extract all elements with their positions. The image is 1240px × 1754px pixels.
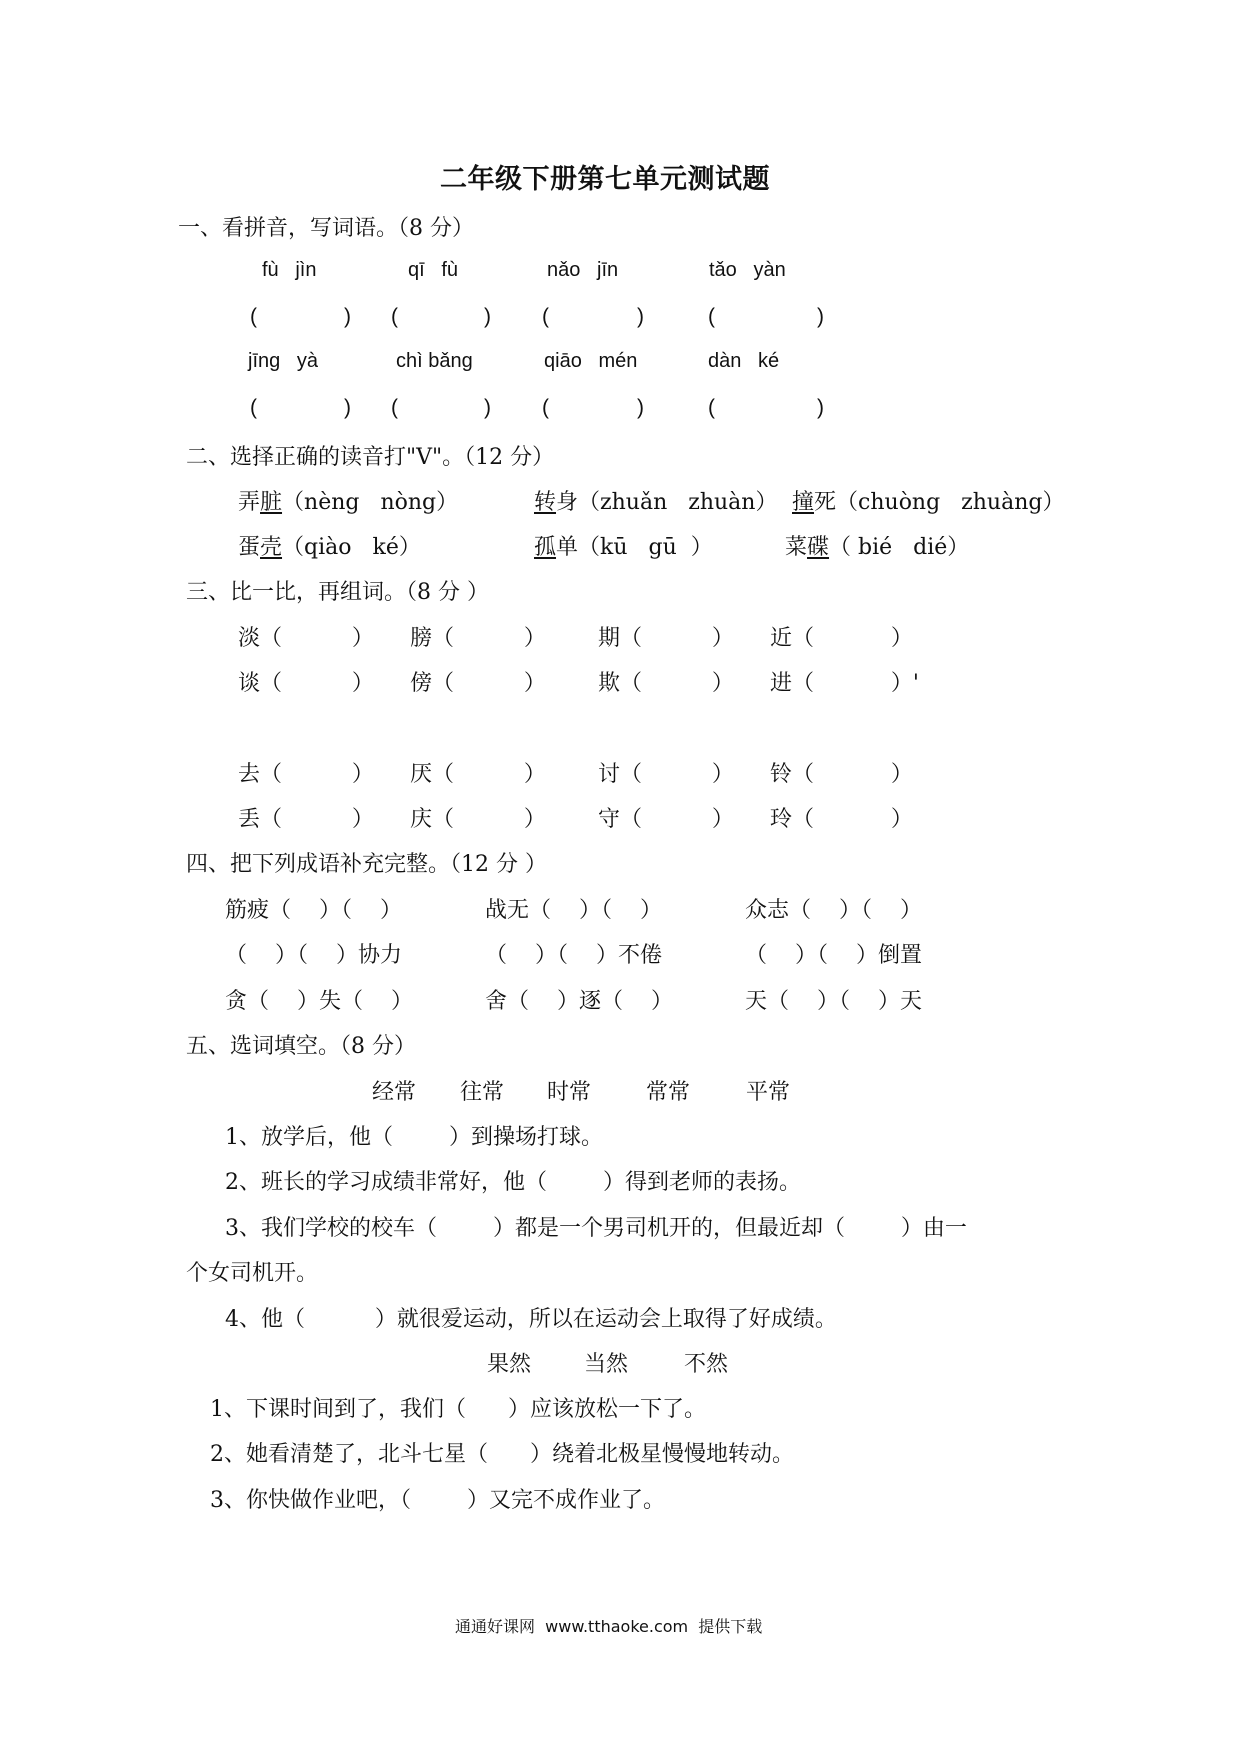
answer-paren-close: ) [637, 305, 644, 328]
answer-paren-open: ( [391, 305, 398, 328]
section-3-heading: 三、比一比，再组词。（8 分 ） [186, 580, 489, 605]
section-1-heading: 一、看拼音，写词语。（8 分） [178, 216, 474, 241]
answer-paren-close: ) [344, 396, 351, 419]
answer-paren-close: ) [817, 305, 824, 328]
page-title: 二年级下册第七单元测试题 [440, 164, 770, 195]
reading-item: 蛋壳（qiào ké） [238, 535, 421, 560]
compare-item: 傍（ ） [410, 671, 546, 696]
answer-paren-close: ) [484, 305, 491, 328]
compare-item: 欺（ ） [598, 671, 734, 696]
idiom-item: 筋疲（ ）（ ） [225, 898, 402, 923]
word-choice: 时常 [547, 1080, 592, 1105]
section-2-heading: 二、选择正确的读音打"V"。（12 分） [186, 445, 555, 470]
idiom-item: 战无（ ）（ ） [485, 898, 662, 923]
answer-paren-open: ( [708, 396, 715, 419]
answer-paren-open: ( [391, 396, 398, 419]
pinyin-item: qī fù [408, 259, 459, 281]
answer-paren-open: ( [542, 305, 549, 328]
pinyin-item: qiāo mén [544, 350, 638, 372]
compare-item: 进（ ）' [770, 671, 919, 696]
pinyin-item: nǎo jīn [547, 259, 619, 281]
answer-paren-close: ) [817, 396, 824, 419]
compare-item: 玲（ ） [770, 807, 913, 832]
section-5-heading: 五、选词填空。（8 分） [186, 1034, 416, 1059]
pinyin-item: jīng yà [248, 350, 319, 372]
idiom-item: 贪（ ）失（ ） [225, 989, 413, 1014]
compare-item: 厌（ ） [410, 762, 546, 787]
fill-question: 3、我们学校的校车（ ）都是一个男司机开的，但最近却（ ）由一 [225, 1216, 967, 1241]
fill-question: 2、班长的学习成绩非常好，他（ ）得到老师的表扬。 [225, 1170, 801, 1195]
idiom-item: 天（ ）（ ）天 [745, 989, 922, 1014]
pinyin-item: dàn ké [708, 350, 780, 372]
fill-question: 1、下课时间到了，我们（ ）应该放松一下了。 [210, 1397, 706, 1422]
compare-item: 铃（ ） [770, 762, 913, 787]
compare-item: 近（ ） [770, 626, 913, 651]
fill-question: 4、他（ ）就很爱运动，所以在运动会上取得了好成绩。 [225, 1307, 837, 1332]
fill-question: 1、放学后，他（ ）到操场打球。 [225, 1125, 603, 1150]
idiom-item: 众志（ ）（ ） [745, 898, 922, 923]
answer-paren-open: ( [708, 305, 715, 328]
answer-paren-close: ) [484, 396, 491, 419]
pinyin-item: tǎo yàn [709, 259, 786, 281]
answer-paren-open: ( [542, 396, 549, 419]
answer-paren-close: ) [637, 396, 644, 419]
compare-item: 淡（ ） [238, 626, 374, 651]
reading-item: 菜碟（ bié dié） [785, 535, 970, 560]
fill-question: 2、她看清楚了，北斗七星（ ）绕着北极星慢慢地转动。 [210, 1442, 794, 1467]
answer-paren-open: ( [250, 396, 257, 419]
compare-item: 守（ ） [598, 807, 734, 832]
word-choice: 果然 [487, 1352, 532, 1377]
pinyin-item: fù jìn [262, 259, 317, 281]
word-choice: 不然 [684, 1352, 729, 1377]
idiom-item: 舍（ ）逐（ ） [485, 989, 673, 1014]
word-choice: 平常 [746, 1080, 791, 1105]
compare-item: 庆（ ） [410, 807, 546, 832]
page-footer: 通通好课网 www.tthaoke.com 提供下载 [455, 1617, 763, 1636]
idiom-item: （ ）（ ）协力 [225, 943, 402, 968]
compare-item: 丢（ ） [238, 807, 374, 832]
compare-item: 讨（ ） [598, 762, 734, 787]
section-4-heading: 四、把下列成语补充完整。（12 分 ） [186, 852, 547, 877]
compare-item: 膀（ ） [410, 626, 546, 651]
idiom-item: （ ）（ ）不倦 [485, 943, 662, 968]
word-choice: 往常 [460, 1080, 505, 1105]
word-choice: 常常 [646, 1080, 691, 1105]
idiom-item: （ ）（ ）倒置 [745, 943, 922, 968]
answer-paren-open: ( [250, 305, 257, 328]
reading-item: 弄脏（nèng nòng） [238, 490, 459, 515]
answer-paren-close: ) [344, 305, 351, 328]
pinyin-item: chì bǎng [396, 350, 473, 372]
reading-item: 撞死（chuòng zhuàng） [792, 490, 1065, 515]
compare-item: 谈（ ） [238, 671, 374, 696]
reading-item: 孤单（kū gū ） [534, 535, 713, 560]
fill-question-continued: 个女司机开。 [186, 1261, 319, 1286]
compare-item: 去（ ） [238, 762, 374, 787]
word-choice: 当然 [584, 1352, 629, 1377]
compare-item: 期（ ） [598, 626, 734, 651]
fill-question: 3、你快做作业吧，（ ）又完不成作业了。 [210, 1488, 665, 1513]
reading-item: 转身（zhuǎn zhuàn） [534, 490, 778, 515]
word-choice: 经常 [372, 1080, 417, 1105]
